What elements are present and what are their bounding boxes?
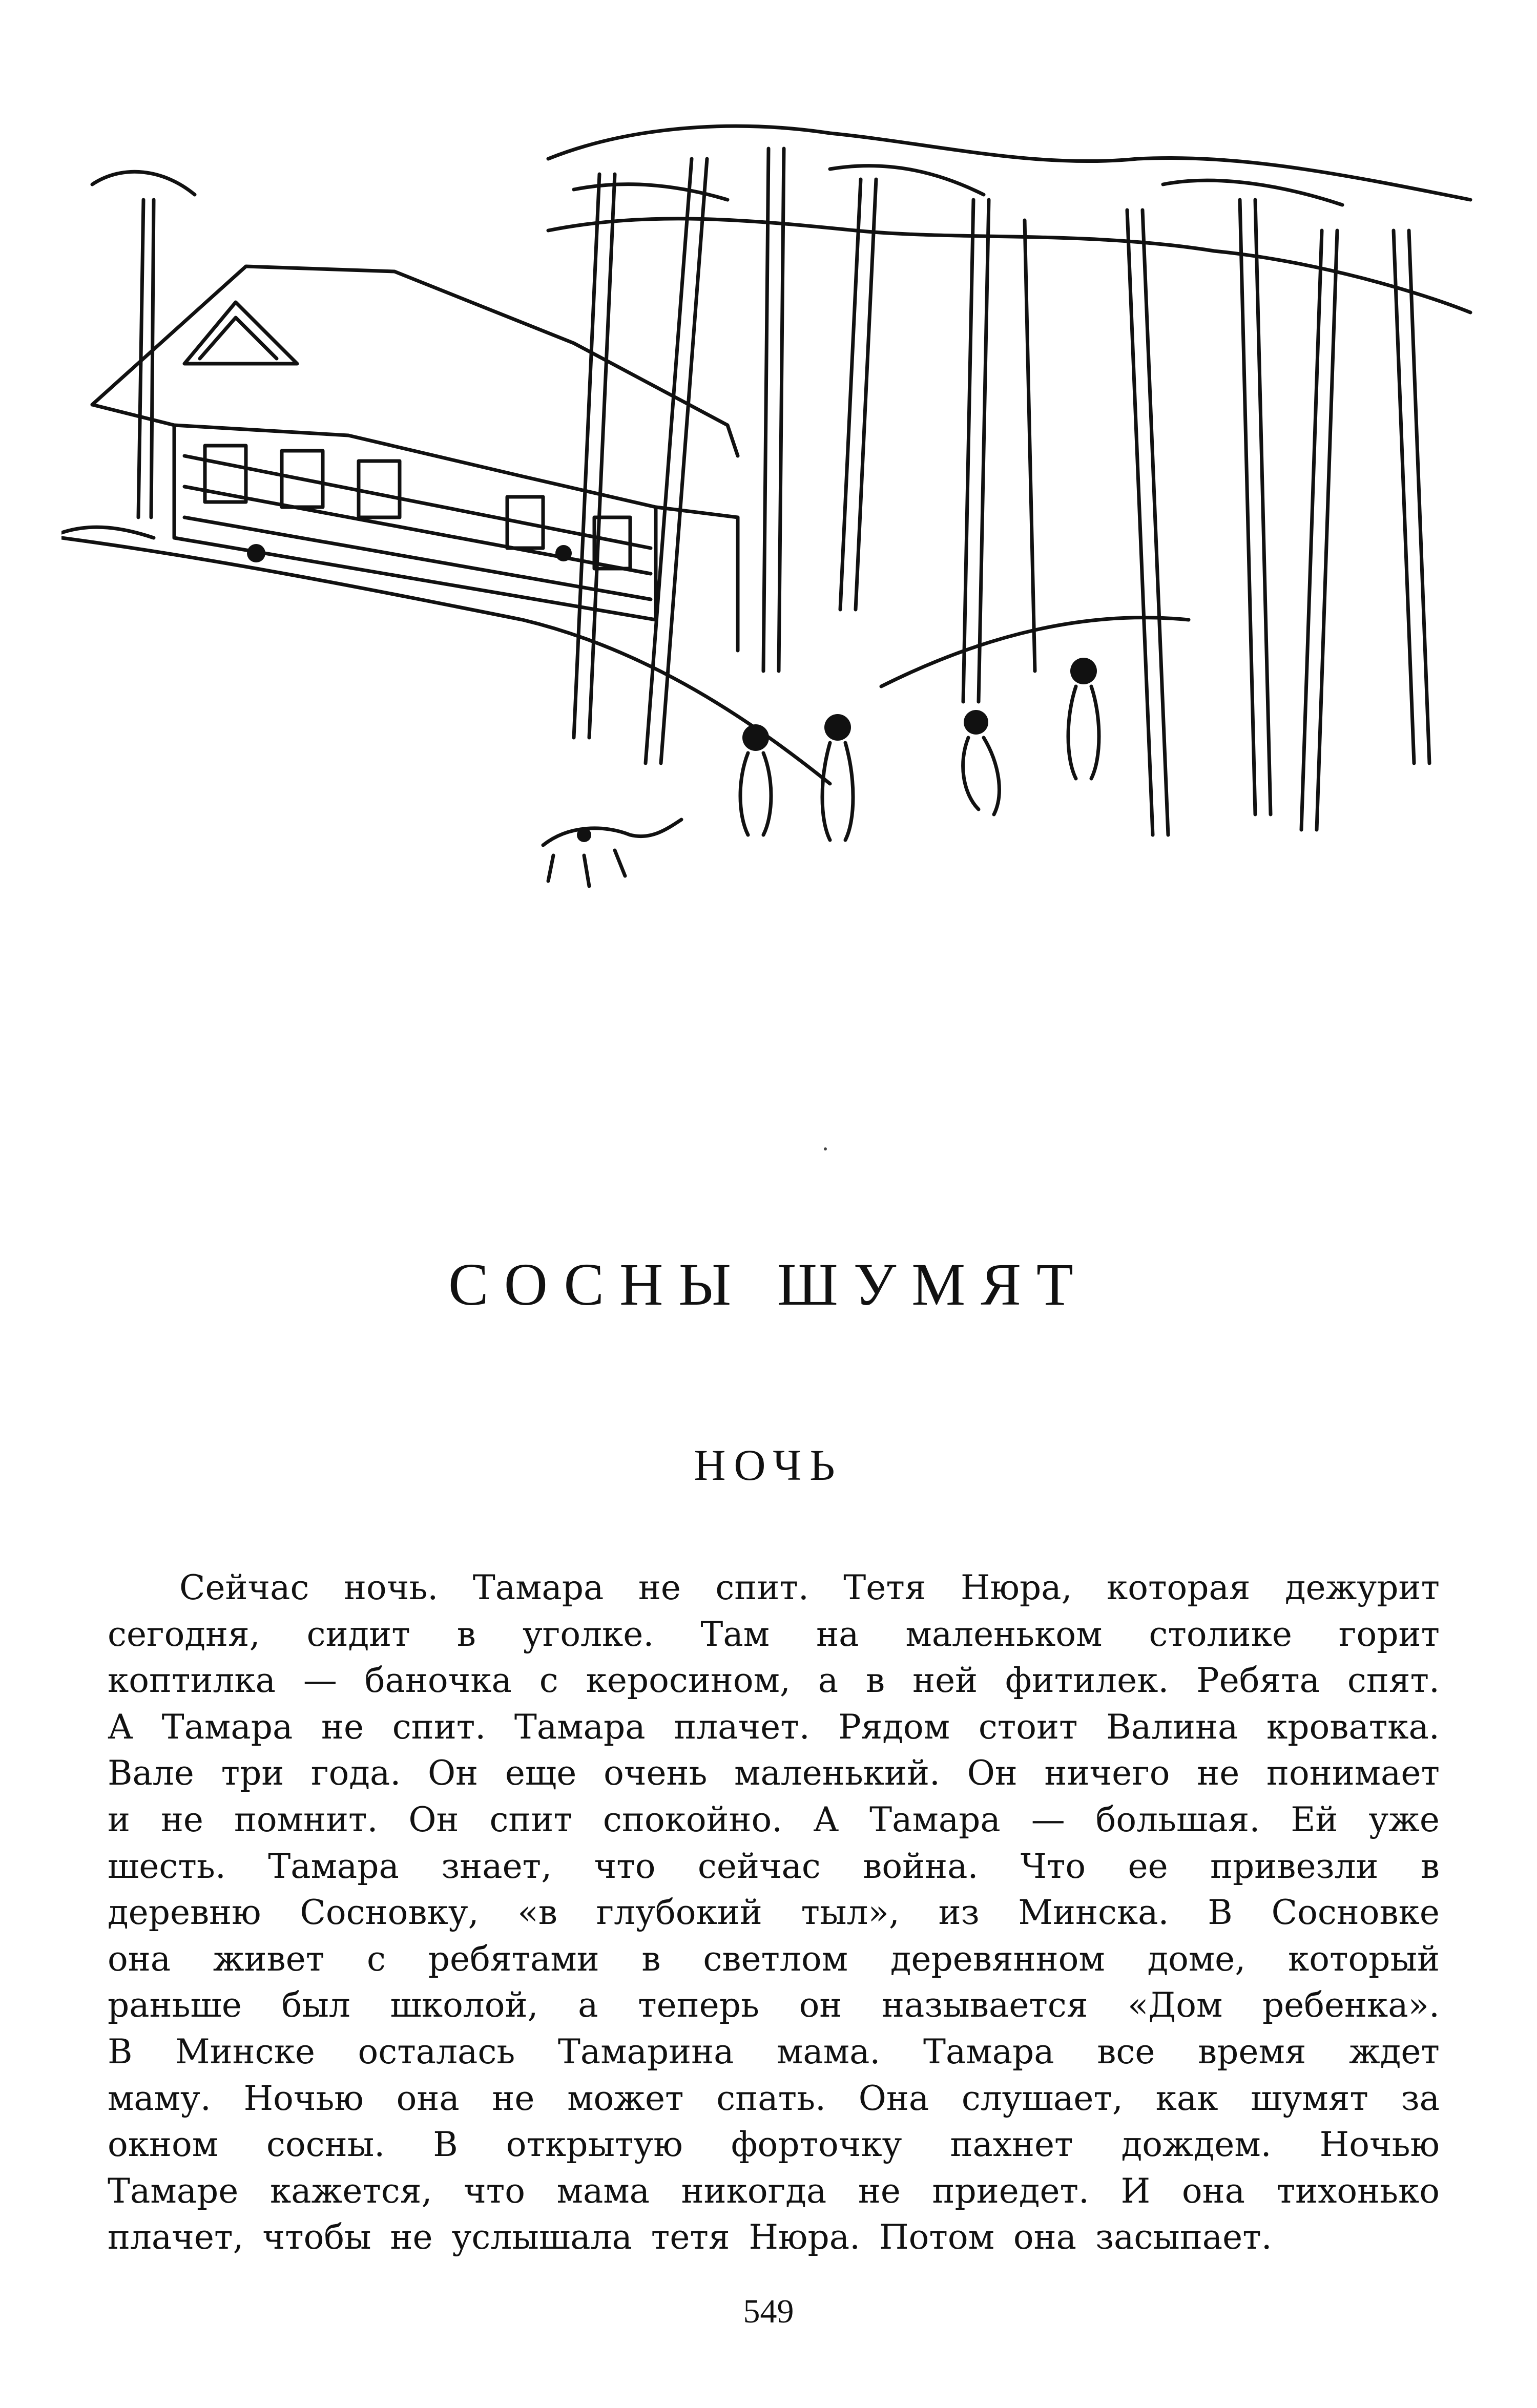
text-line: [108, 1844, 1440, 1890]
word: за: [1401, 2078, 1440, 2118]
word: а: [818, 1661, 839, 1701]
story-title: СОСНЫ ШУМЯТ: [448, 1251, 1089, 1318]
word: фитилек.: [1005, 1661, 1169, 1701]
word: коптилка: [108, 1661, 276, 1701]
word: плачет.: [674, 1707, 810, 1747]
word: помнит.: [234, 1799, 378, 1839]
word: называется: [881, 1985, 1088, 2025]
word: Тамаре: [108, 2171, 239, 2211]
text-line: [108, 1704, 1440, 1751]
word: не: [160, 1799, 203, 1839]
word: керосином,: [586, 1661, 791, 1701]
hill-outline: [61, 538, 830, 784]
word: в: [866, 1661, 885, 1701]
word: может: [567, 2078, 684, 2118]
word: тихонько: [1276, 2171, 1440, 2211]
word: маму.: [108, 2078, 211, 2118]
word: деревню: [108, 1893, 261, 1933]
text-line: [108, 1658, 1440, 1704]
word: Тамара: [514, 1707, 646, 1747]
word: очень: [604, 1753, 708, 1793]
children-drawing: [543, 686, 1099, 886]
word: спит.: [392, 1707, 486, 1747]
word: Ей: [1291, 1799, 1338, 1839]
word: с: [367, 1939, 386, 1979]
word: Сейчас: [179, 1568, 309, 1607]
word: понимает: [1266, 1753, 1440, 1793]
word: раньше: [108, 1985, 242, 2025]
word: Он: [428, 1753, 479, 1793]
word: с: [539, 1661, 558, 1701]
word: окном: [108, 2125, 219, 2165]
word: и: [108, 1799, 130, 1839]
word: еще: [505, 1753, 577, 1793]
word: которая: [1107, 1568, 1251, 1607]
word: Минска.: [1018, 1893, 1169, 1933]
word: В: [1208, 1893, 1233, 1933]
word: спят.: [1347, 1661, 1440, 1701]
word: кроватка.: [1266, 1707, 1440, 1747]
text-line: [108, 1797, 1440, 1844]
word: никогда: [681, 2171, 827, 2211]
word: приедет.: [932, 2171, 1090, 2211]
word: три: [221, 1753, 284, 1793]
chapter-title: НОЧЬ: [694, 1440, 843, 1490]
word: война.: [863, 1846, 979, 1886]
word: не: [638, 1568, 681, 1607]
winter-village-illustration: [61, 97, 1486, 978]
word: большая.: [1095, 1799, 1260, 1839]
word: Нюра,: [960, 1568, 1072, 1607]
text-line: плачет, чтобы не услышала тетя Нюра. Потом она засыпает.: [108, 2217, 1272, 2257]
text-line: [108, 2122, 1440, 2168]
word: спать.: [716, 2078, 826, 2118]
word: открытую: [506, 2125, 683, 2165]
word: деревянном: [890, 1939, 1105, 1979]
word: привезли: [1210, 1846, 1379, 1886]
body-paragraph: [108, 1565, 1440, 2261]
word: знает,: [441, 1846, 552, 1886]
word: мама: [556, 2171, 650, 2211]
word: А: [108, 1707, 133, 1747]
word: ночь.: [343, 1568, 439, 1607]
word: спит: [489, 1799, 572, 1839]
word: он: [799, 1985, 842, 2025]
word: шумят: [1251, 2078, 1368, 2118]
word: в: [1420, 1846, 1440, 1886]
word: Она: [858, 2078, 929, 2118]
word: а: [578, 1985, 598, 2025]
word: как: [1155, 2078, 1218, 2118]
word: сейчас: [697, 1846, 821, 1886]
word: маленький.: [734, 1753, 940, 1793]
word: ребятами: [428, 1939, 599, 1979]
word: дождем.: [1121, 2125, 1272, 2165]
word: Тамара: [268, 1846, 399, 1886]
word: она: [1181, 2171, 1245, 2211]
word: кажется,: [270, 2171, 432, 2211]
page-number: 549: [743, 2293, 794, 2330]
word: она: [396, 2078, 460, 2118]
text-line: [108, 1890, 1440, 1936]
word: в: [641, 1939, 661, 1979]
word: ждет: [1349, 2032, 1440, 2071]
word: на: [816, 1614, 859, 1654]
word: Тамара: [161, 1707, 293, 1747]
word: ее: [1128, 1846, 1168, 1886]
word: форточку: [731, 2125, 902, 2165]
word: сидит: [306, 1614, 410, 1654]
page-speck: [824, 1147, 827, 1150]
word: шесть.: [108, 1846, 226, 1886]
word: спит.: [715, 1568, 809, 1607]
word: не: [858, 2171, 901, 2211]
word: Тамара: [869, 1799, 1001, 1839]
word: пахнет: [950, 2125, 1073, 2165]
word: Сосновке: [1271, 1893, 1440, 1933]
pine-trees-drawing: [92, 126, 1470, 835]
word: года.: [311, 1753, 401, 1793]
word: что: [594, 1846, 656, 1886]
word: Минске: [175, 2032, 315, 2071]
word: Тамара: [472, 1568, 604, 1607]
word: ничего: [1044, 1753, 1170, 1793]
word: доме,: [1147, 1939, 1246, 1979]
word: Там: [700, 1614, 770, 1654]
word: не: [492, 2078, 535, 2118]
word: теперь: [638, 1985, 759, 2025]
word: Ребята: [1196, 1661, 1320, 1701]
word: светлом: [703, 1939, 848, 1979]
word: ней: [912, 1661, 978, 1701]
word: сегодня,: [108, 1614, 260, 1654]
word: «в: [517, 1893, 557, 1933]
word: мама.: [777, 2032, 881, 2071]
word: она: [108, 1939, 171, 1979]
house-drawing: [61, 266, 738, 651]
word: не: [1197, 1753, 1240, 1793]
word: из: [938, 1893, 980, 1933]
word: —: [1031, 1799, 1065, 1839]
word: что: [464, 2171, 526, 2211]
word: —: [303, 1661, 337, 1701]
word: Рядом: [838, 1707, 950, 1747]
word: Он: [967, 1753, 1017, 1793]
word: живет: [213, 1939, 325, 1979]
word: Тамарина: [557, 2032, 734, 2071]
word: стоит: [978, 1707, 1078, 1747]
text-line: [108, 1982, 1440, 2029]
text-line: [108, 1565, 1440, 1611]
word: время: [1197, 2032, 1306, 2071]
word: осталась: [358, 2032, 515, 2071]
word: маленьком: [905, 1614, 1103, 1654]
word: Ночью: [243, 2078, 364, 2118]
word: Сосновку,: [300, 1893, 479, 1933]
text-line: [108, 2168, 1440, 2215]
word: Тетя: [843, 1568, 926, 1607]
word: школой,: [390, 1985, 538, 2025]
word: Тамара: [923, 2032, 1054, 2071]
word: Что: [1020, 1846, 1086, 1886]
word: не: [321, 1707, 364, 1747]
word: был: [281, 1985, 350, 2025]
word: А: [813, 1799, 839, 1839]
word: уголке.: [522, 1614, 654, 1654]
word: Вале: [108, 1753, 194, 1793]
text-line: [108, 1611, 1440, 1658]
word: столике: [1149, 1614, 1292, 1654]
word: Он: [408, 1799, 459, 1839]
word: Валина: [1106, 1707, 1238, 1747]
word: сосны.: [266, 2125, 385, 2165]
word: И: [1120, 2171, 1151, 2211]
word: горит: [1338, 1614, 1440, 1654]
word: слушает,: [961, 2078, 1123, 2118]
word: глубокий: [596, 1893, 762, 1933]
text-line: [108, 1750, 1440, 1797]
word: в: [456, 1614, 476, 1654]
word: В: [433, 2125, 458, 2165]
word: В: [108, 2032, 133, 2071]
word: который: [1287, 1939, 1440, 1979]
word: все: [1097, 2032, 1155, 2071]
word: спокойно.: [603, 1799, 783, 1839]
word: баночка: [364, 1661, 512, 1701]
text-line: [108, 2029, 1440, 2076]
word: уже: [1368, 1799, 1440, 1839]
text-line: [108, 1936, 1440, 1983]
word: тыл»,: [801, 1893, 900, 1933]
word: Ночью: [1319, 2125, 1440, 2165]
text-line: [108, 2076, 1440, 2122]
word: дежурит: [1284, 1568, 1440, 1607]
word: ребенка».: [1262, 1985, 1440, 2025]
word: «Дом: [1128, 1985, 1223, 2025]
